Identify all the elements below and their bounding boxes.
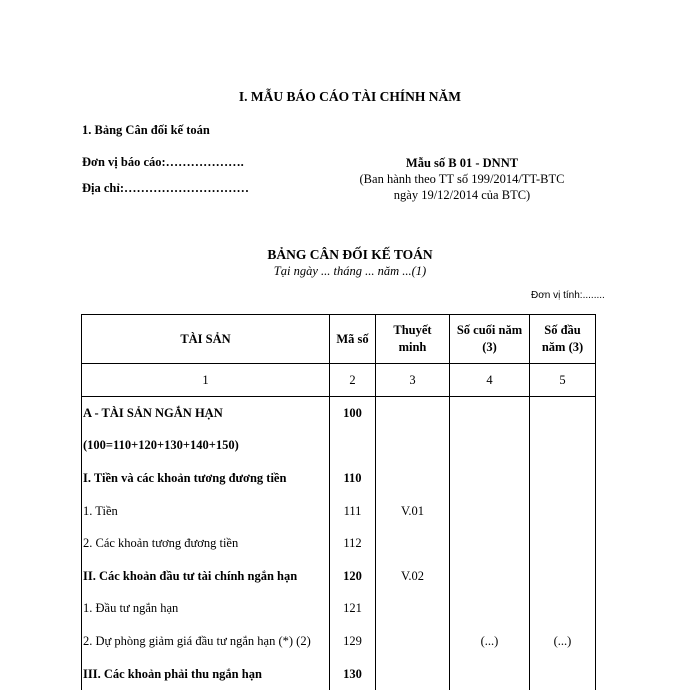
row-end-value-cell <box>450 397 530 430</box>
header-begin-line-2: năm (3) <box>541 340 584 354</box>
row-end-value-cell <box>450 462 530 495</box>
row-code-cell: 111 <box>330 495 376 528</box>
document-main-title: I. MẪU BÁO CÁO TÀI CHÍNH NĂM <box>238 89 462 104</box>
table-row <box>82 560 596 593</box>
column-number: 4 <box>450 364 530 397</box>
section-title: 1. Bảng Cân đối kế toán <box>82 123 210 137</box>
currency-unit-label: Đơn vị tính:........ <box>531 290 605 301</box>
table-row <box>82 430 596 463</box>
row-note-cell: V.01 <box>376 495 450 528</box>
row-begin-value-cell <box>530 430 596 463</box>
header-note <box>376 315 450 364</box>
header-begin-line-1: Số đầu <box>544 323 581 337</box>
row-note-cell <box>376 397 450 430</box>
form-issued-line-1: (Ban hành theo TT số 199/2014/TT-BTC <box>359 172 565 186</box>
row-code-cell: 129 <box>330 625 376 658</box>
balance-sheet-title: BẢNG CÂN ĐỐI KẾ TOÁN <box>267 247 433 262</box>
form-info-block <box>320 155 604 203</box>
row-begin-value-cell <box>530 658 596 691</box>
row-code-cell: 100 <box>330 397 376 430</box>
row-begin-value-cell: (...) <box>530 625 596 658</box>
table-row <box>82 625 596 658</box>
row-end-value-cell <box>450 495 530 528</box>
row-code-cell: 110 <box>330 462 376 495</box>
header-note-line-1: Thuyết <box>393 323 432 337</box>
row-note-cell <box>376 658 450 691</box>
header-assets: TÀI SẢN <box>82 315 330 364</box>
header-end-of-year <box>450 315 530 364</box>
column-number-row <box>82 364 596 397</box>
header-end-line-1: Số cuối năm <box>456 323 523 337</box>
row-note-cell <box>376 625 450 658</box>
header-note-line-2: minh <box>398 340 427 354</box>
row-name-cell: 2. Các khoản tương đương tiền <box>82 527 330 560</box>
address-line: Địa chỉ:………………………… <box>82 181 250 195</box>
row-begin-value-cell <box>530 397 596 430</box>
row-begin-value-cell <box>530 527 596 560</box>
table-row <box>82 495 596 528</box>
row-end-value-cell: (...) <box>450 625 530 658</box>
row-note-cell <box>376 527 450 560</box>
table-row <box>82 397 596 430</box>
column-number: 1 <box>82 364 330 397</box>
row-name-cell: (100=110+120+130+140+150) <box>82 430 330 463</box>
row-end-value-cell <box>450 658 530 691</box>
column-number: 2 <box>330 364 376 397</box>
table-row <box>82 593 596 626</box>
row-name-cell: A - TÀI SẢN NGẮN HẠN <box>82 397 330 430</box>
row-code-cell: 121 <box>330 593 376 626</box>
header-code: Mã số <box>330 315 376 364</box>
row-end-value-cell <box>450 593 530 626</box>
row-begin-value-cell <box>530 593 596 626</box>
row-code-cell: 130 <box>330 658 376 691</box>
row-note-cell: V.02 <box>376 560 450 593</box>
table-row <box>82 462 596 495</box>
header-beginning-of-year <box>530 315 596 364</box>
table-header-row <box>82 315 596 364</box>
row-note-cell <box>376 593 450 626</box>
row-code-cell <box>330 430 376 463</box>
table-row <box>82 658 596 691</box>
header-end-line-2: (3) <box>482 340 497 354</box>
column-number: 5 <box>530 364 596 397</box>
table-row <box>82 527 596 560</box>
balance-sheet-date: Tại ngày ... tháng ... năm ...(1) <box>273 264 427 278</box>
row-code-cell: 120 <box>330 560 376 593</box>
reporting-unit-line: Đơn vị báo cáo:………………. <box>82 155 244 169</box>
row-note-cell <box>376 462 450 495</box>
row-code-cell: 112 <box>330 527 376 560</box>
balance-sheet-table <box>81 314 596 690</box>
row-name-cell: 1. Tiền <box>82 495 330 528</box>
row-begin-value-cell <box>530 495 596 528</box>
column-number: 3 <box>376 364 450 397</box>
table-body <box>82 397 596 691</box>
row-name-cell: 1. Đầu tư ngắn hạn <box>82 593 330 626</box>
row-end-value-cell <box>450 560 530 593</box>
row-name-cell: II. Các khoản đầu tư tài chính ngắn hạn <box>82 560 330 593</box>
row-name-cell: I. Tiền và các khoản tương đương tiền <box>82 462 330 495</box>
row-name-cell: III. Các khoản phải thu ngắn hạn <box>82 658 330 691</box>
row-end-value-cell <box>450 430 530 463</box>
row-end-value-cell <box>450 527 530 560</box>
row-begin-value-cell <box>530 560 596 593</box>
row-name-cell: 2. Dự phòng giảm giá đầu tư ngắn hạn (*) (2) <box>82 625 330 658</box>
form-issued-line-2: ngày 19/12/2014 của BTC) <box>393 188 531 202</box>
row-begin-value-cell <box>530 462 596 495</box>
row-note-cell <box>376 430 450 463</box>
form-code: Mẫu số B 01 - DNNT <box>405 156 519 170</box>
